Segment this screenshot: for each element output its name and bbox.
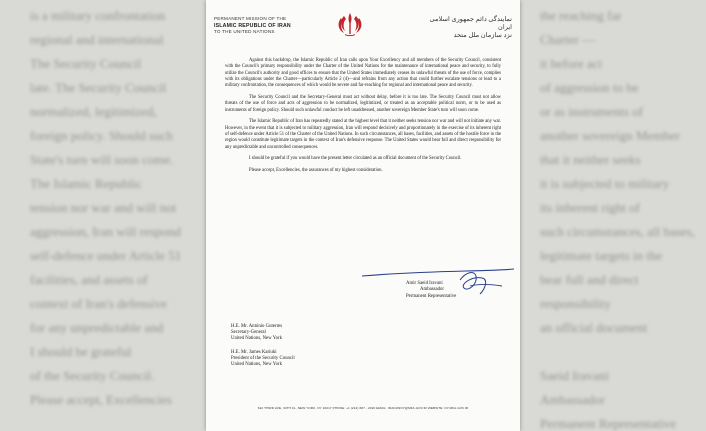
- background-text-line: Permanent Representative: [540, 416, 677, 431]
- background-text-line: The Security Council: [30, 56, 142, 71]
- paragraph: I should be grateful if you would have the present letter circulated as an official document of the Security Council.: [249, 156, 462, 162]
- background-text-line: State's turn will soon come.: [30, 152, 174, 167]
- closing-paragraph: Please accept, Excellencies, the assurances of my highest consideration.: [249, 168, 383, 174]
- paragraph: Against this backdrop, the Islamic Republic of Iran calls upon Your Excellency and all members of the Security Council, consistent with the Council's primary responsibility under the Charter of the United Nations for the maintenance of international peace and security, to fully utilize the Council's authority and good offices to ensure that the United States immediately ceases its unlawful threats of the use of force, complies with its obligations under the Charter—particularly Article 2 (4)—and refrains from any action that could further escalate tensions or lead to a military confrontation, the consequences of which would be severe and far-reaching for regional and international peace and security.: [225, 58, 501, 89]
- signatory-name: Amir Saeid Iravani: [406, 281, 443, 286]
- background-text-line: Charter —: [540, 32, 596, 47]
- mission-header-persian: [417, 16, 512, 40]
- background-text-line: its inherent right of: [540, 200, 641, 215]
- background-text-line: I should be grateful: [30, 344, 132, 359]
- addressee-location: United Nations, New York: [231, 362, 283, 368]
- background-text-line: The Islamic Republic: [30, 176, 142, 191]
- background-text-line: Please accept, Excellencies: [30, 392, 172, 407]
- background-text-line: aggression, Iran will respond: [30, 224, 181, 239]
- background-text-line: is a military confrontation: [30, 8, 166, 23]
- background-text-line: Ambassador: [540, 392, 605, 407]
- background-text-line: facilities, and assets of: [30, 272, 148, 287]
- paragraph: The Islamic Republic of Iran has repeatedly stated at the highest level that it neither seeks tension nor war and will not initiate any war. However, in the event that it is subjected to military aggression, Iran will respond decisively and proportionately in the exercise of its inherent right of self-defence under Article 51 of the Charter of the United Nations. In such circumstances, all bases, facilities, and assets of the hostile force in the region would constitute legitimate targets in the context of Iran's defensive response. The United States would bear full and direct responsibility for any unpredictable and uncontrolled consequences.: [225, 119, 501, 150]
- background-text-line: responsibility: [540, 296, 611, 311]
- signatory-title: Ambassador: [420, 287, 444, 293]
- background-text-line: regional and international: [30, 32, 164, 47]
- background-text-line: foreign policy. Should such: [30, 128, 173, 143]
- letterhead-footer: 622 THIRD AVE, 34TH FL, NEW YORK, NY 10017 PHONE: +1 (212) 687 - 2020 EMAIL: IRANUNNY@MFA.GOV.IR WEBSITE: NY.MFA.GOV.IR: [257, 406, 469, 410]
- background-text-line: self-defence under Article 51: [30, 248, 182, 263]
- persian-line-2: نزد سازمان ملل متحد: [453, 32, 512, 39]
- background-text-line: for any unpredictable and: [30, 320, 164, 335]
- background-text-line: context of Iran's defensive: [30, 296, 167, 311]
- background-text-line: normalized, legitimized,: [30, 104, 157, 119]
- signatory-role: Permanent Representative: [406, 293, 457, 299]
- header-line-2: ISLAMIC REPUBLIC OF IRAN: [214, 22, 291, 29]
- background-text-line: such circumstances, all bases,: [540, 224, 695, 239]
- addressee-name: H.E. Mr. António Guterres: [231, 324, 283, 329]
- background-text-line: of the Security Council.: [30, 368, 155, 383]
- background-text-line: another sovereign Member: [540, 128, 681, 143]
- addressee-title: Secretary-General: [231, 330, 266, 336]
- addressee-name: H.E. Mr. James Kariuki: [231, 350, 277, 355]
- background-text-line: late. The Security Council: [30, 80, 167, 95]
- letter-body: [225, 58, 501, 180]
- persian-line-1: نمایندگی دائم جمهوری اسلامی ایران: [429, 16, 512, 31]
- letter-page: [206, 0, 520, 431]
- mission-header-english: [214, 16, 291, 36]
- background-text-line: legitimate targets in the: [540, 248, 663, 263]
- background-text-line: tension nor war and will not: [30, 200, 177, 215]
- addressee-title: President of the Security Council: [231, 356, 295, 362]
- paragraph: The Security Council and the Secretary-General must act without delay, before it is too late. The Security Council must not allow threats of the use of force and acts of aggression to be normalized, legitimized, or treated as an acceptable political norm, or to be used as instruments of foreign policy. Should such unlawful conduct be left unaddressed, another sovereign Member State's turn will soon come.: [225, 94, 501, 113]
- signature-block: [406, 281, 456, 300]
- background-text-line: it is subjected to military: [540, 176, 670, 191]
- header-line-1: PERMANENT MISSION OF THE: [214, 16, 287, 21]
- background-text-line: an official document: [540, 320, 648, 335]
- background-text-line: that it neither seeks: [540, 152, 641, 167]
- background-text-line: the reaching far: [540, 8, 622, 23]
- background-text-line: bear full and direct: [540, 272, 639, 287]
- background-text-line: or as instruments of: [540, 104, 643, 119]
- iran-emblem-icon: [336, 10, 364, 38]
- header-line-3: TO THE UNITED NATIONS: [214, 29, 275, 35]
- background-text-line: Saeid Iravani: [540, 368, 609, 383]
- addressee-block: [231, 350, 295, 369]
- addressee-location: United Nations, New York: [231, 336, 283, 342]
- background-text-line: it before act: [540, 56, 603, 71]
- addressee-block: [231, 324, 282, 343]
- background-text-line: of aggression to be: [540, 80, 639, 95]
